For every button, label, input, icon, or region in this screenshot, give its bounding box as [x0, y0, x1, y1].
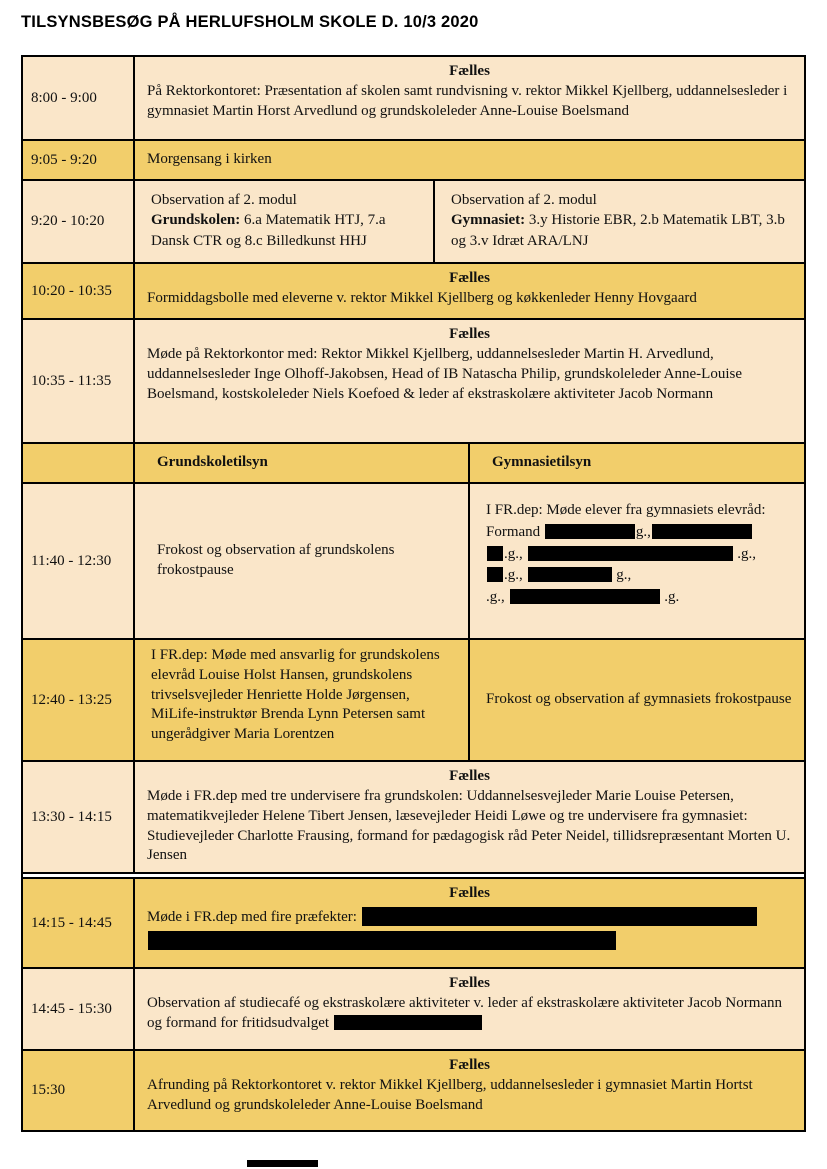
section-header: Fælles — [449, 270, 490, 286]
text-segment: 6.a Matematik HTJ, 7.a Dansk CTR og 8.c Billedkunst HHJ — [151, 212, 386, 249]
cell-text: Frokost og observation af gymnasiets frokostpause — [486, 691, 792, 708]
gymnasiet-lunch-cell — [470, 640, 804, 760]
cell-text-redacted — [147, 930, 792, 950]
redaction-bar — [528, 546, 733, 561]
redaction-bar — [362, 907, 757, 926]
section-header: Fælles — [449, 63, 490, 79]
redaction-bar — [545, 524, 635, 539]
text-segment: Observation af 2. modul — [451, 192, 597, 208]
text-segment: Møde i FR.dep med fire præfekter: — [147, 909, 361, 926]
gymnasiet-elevraad-cell — [470, 484, 804, 638]
split-cell — [135, 444, 804, 482]
grundskoletilsyn-header: Grundskoletilsyn — [135, 444, 470, 482]
text-segment: Observation af studiecafé og ekstraskolære aktiviteter v. leder af ekstraskolære aktiviteter Jacob Normann og formand for fritidsudvalget — [147, 995, 783, 1031]
cell-text: Frokost og observation af grundskolens frokostpause — [157, 542, 395, 578]
time-cell: 14:15 - 14:45 — [23, 879, 135, 967]
content-cell — [135, 762, 804, 872]
cell-text — [451, 190, 792, 210]
redaction-bar — [652, 524, 752, 539]
split-cell — [135, 640, 804, 760]
time-cell: 9:05 - 9:20 — [23, 141, 135, 179]
redaction-bar — [334, 1015, 482, 1030]
table-row-1415 — [23, 879, 804, 969]
content-cell — [135, 264, 804, 318]
page-title: TILSYNSBESØG PÅ HERLUFSHOLM SKOLE D. 10/3 2020 — [21, 13, 479, 31]
redaction-bar — [487, 567, 503, 582]
cell-text — [151, 210, 421, 251]
cell-text-redacted — [486, 522, 792, 544]
time-cell: 14:45 - 15:30 — [23, 969, 135, 1049]
time-cell-empty — [23, 444, 135, 482]
grundskolen-observation-cell — [135, 181, 435, 262]
text-segment: .g., — [504, 545, 527, 562]
time-cell: 12:40 - 13:25 — [23, 640, 135, 760]
table-row-1020 — [23, 264, 804, 320]
cell-text: Møde på Rektorkontor med: Rektor Mikkel Kjellberg, uddannelsesleder Martin H. Arvedlund, uddannelsesleder Inge Olhoff-Jakobsen, Head of IB Natascha Philip, grundskoleleder Anne-Louise Boelsmand, kostskoleleder Niels Koefoed & leder af ekstraskolære aktiviteter Jacob Normann — [147, 346, 742, 402]
cell-text-redacted — [486, 565, 792, 587]
content-cell — [135, 57, 804, 139]
cell-text: Møde i FR.dep med tre undervisere fra grundskolen: Uddannelsesvejleder Marie Louise Petersen, matematikvejleder Helene Tibert Jensen, læsevejleder Heidi Løwe og tre undervisere fra gymnasiet: Studievejleder Charlotte Frausing, formand for pædagogisk råd Peter Neidel, tillidsrepræsentant Morten U. Jensen — [147, 788, 791, 864]
split-cell — [135, 181, 804, 262]
redaction-bar — [528, 567, 612, 582]
text-segment: g., — [635, 523, 651, 540]
text-segment: .g., — [504, 567, 527, 584]
text-segment: 3.y Historie EBR, 2.b Matematik LBT, 3.b og 3.v Idræt ARA/LNJ — [451, 212, 785, 249]
content-cell — [135, 320, 804, 442]
text-segment: I FR.dep: Møde elever fra gymnasiets elevråd: — [486, 502, 766, 518]
cell-text: I FR.dep: Møde med ansvarlig for grundskolens elevråd Louise Holst Hansen, grundskolens trivselsvejleder Henriette Holde Jørgensen, MiLife-instruktør Brenda Lynn Petersen samt ungerådgiver Maria Lorentzen — [151, 647, 440, 743]
cell-text: Morgensang i kirken — [147, 151, 272, 168]
time-cell: 9:20 - 10:20 — [23, 181, 135, 262]
cell-text-redacted — [486, 544, 792, 566]
text-segment: .g., — [486, 589, 509, 605]
cell-text: Formiddagsbolle med eleverne v. rektor Mikkel Kjellberg og køkkenleder Henny Hovgaard — [147, 290, 697, 306]
cell-text — [486, 500, 792, 522]
table-row-1240 — [23, 640, 804, 762]
cell-text: På Rektorkontoret: Præsentation af skolen samt rundvisning v. rektor Mikkel Kjellberg, uddannelsesleder i gymnasiet Martin Horst Arvedlund og grundskoleleder Anne-Louise Boelsmand — [147, 83, 788, 119]
section-header: Fælles — [449, 885, 490, 902]
time-cell: 15:30 — [23, 1051, 135, 1130]
content-cell — [135, 969, 804, 1049]
content-cell — [135, 1051, 804, 1130]
table-row-1530 — [23, 1051, 804, 1130]
text-segment: Formand — [486, 523, 544, 540]
redaction-bar — [487, 546, 503, 561]
gymnasiet-observation-cell — [435, 181, 804, 262]
redaction-bar — [510, 589, 660, 604]
text-segment: Gymnasiet: — [451, 212, 526, 229]
table-row-1035 — [23, 320, 804, 444]
grundskole-elevraad-cell — [135, 640, 470, 760]
cell-text-redacted — [147, 994, 792, 1034]
section-header: Fælles — [449, 1057, 490, 1074]
table-row-0800 — [23, 57, 804, 141]
cell-text — [451, 210, 792, 251]
time-cell: 13:30 - 14:15 — [23, 762, 135, 872]
time-cell: 10:35 - 11:35 — [23, 320, 135, 442]
cell-text — [151, 190, 421, 210]
grundskole-lunch-cell — [135, 484, 470, 638]
cell-text: Afrunding på Rektorkontoret v. rektor Mikkel Kjellberg, uddannelsesleder i gymnasiet Martin Hortst Arvedlund og grundskoleleder Anne-Louise Boelsmand — [147, 1077, 753, 1113]
text-segment: Observation af 2. modul — [151, 192, 297, 208]
table-row-0905 — [23, 141, 804, 181]
table-row-1445 — [23, 969, 804, 1051]
table-row-0920 — [23, 181, 804, 264]
cell-text-redacted — [486, 587, 792, 609]
time-cell: 11:40 - 12:30 — [23, 484, 135, 638]
time-cell: 8:00 - 9:00 — [23, 57, 135, 139]
section-header: Fælles — [449, 975, 490, 992]
text-segment: g., — [612, 567, 632, 584]
content-cell — [135, 879, 804, 967]
text-segment: .g. — [660, 589, 680, 605]
table-row-1330 — [23, 762, 804, 874]
section-header: Fælles — [449, 326, 490, 342]
text-segment: Grundskolen: — [151, 212, 241, 229]
table-row-1140 — [23, 484, 804, 640]
time-cell: 10:20 - 10:35 — [23, 264, 135, 318]
split-cell — [135, 484, 804, 638]
scan-artifact — [247, 1160, 318, 1167]
schedule-table — [21, 55, 806, 1132]
content-cell — [135, 141, 804, 179]
redaction-bar — [148, 931, 616, 950]
section-header: Fælles — [449, 768, 490, 784]
text-segment: .g., — [733, 545, 756, 562]
cell-text-redacted — [147, 907, 792, 927]
table-row-column-headers — [23, 444, 804, 484]
gymnasietilsyn-header: Gymnasietilsyn — [492, 454, 592, 471]
